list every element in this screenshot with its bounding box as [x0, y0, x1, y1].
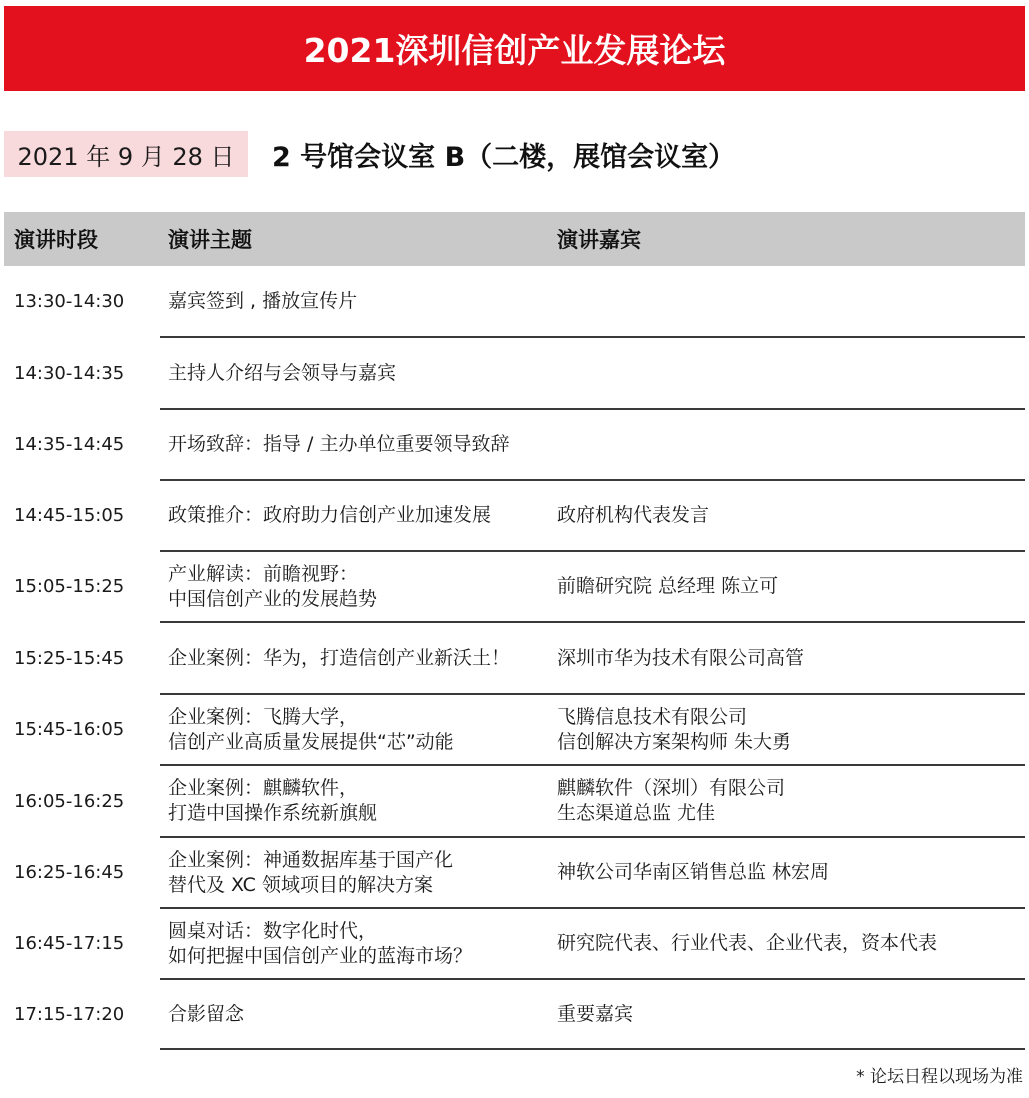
time-slot-text: 16:05-16:25 [14, 790, 125, 812]
column-header-time: 演讲时段 [14, 228, 98, 252]
talk-topic-line: 主持人介绍与会领导与嘉宾 [168, 361, 397, 384]
talk-speaker-line: 政府机构代表发言 [557, 504, 710, 526]
talk-topic-line: 中国信创产业的发展趋势 [168, 587, 378, 610]
talk-topic-line: 替代及 XC 领域项目的解决方案 [168, 873, 433, 896]
talk-topic-line: 合影留念 [168, 1002, 245, 1025]
table-row [0, 622, 1029, 694]
time-slot [14, 979, 124, 1049]
talk-topic [168, 409, 509, 480]
talk-speaker-line: 神软公司华南区销售总监 林宏周 [557, 861, 830, 883]
talk-speaker [557, 694, 791, 765]
talk-speaker [557, 765, 785, 837]
time-slot-text: 16:45-17:15 [14, 933, 125, 954]
talk-topic [168, 837, 453, 908]
time-slot [14, 266, 124, 337]
table-row [0, 765, 1029, 837]
talk-speaker-line: 前瞻研究院 总经理 陈立可 [557, 575, 779, 597]
time-slot [14, 551, 124, 622]
talk-topic [168, 908, 472, 979]
talk-speaker [557, 480, 709, 551]
time-slot [14, 622, 124, 694]
time-slot-text: 14:30-14:35 [14, 362, 125, 384]
time-slot [14, 409, 124, 480]
talk-speaker [557, 979, 633, 1049]
row-divider [160, 1048, 1025, 1050]
talk-speaker-line: 重要嘉宾 [557, 1002, 634, 1025]
talk-topic-line: 产业解读：前瞻视野： [168, 562, 359, 585]
time-slot [14, 837, 124, 908]
talk-speaker-line: 麒麟软件（深圳）有限公司 [557, 777, 786, 799]
talk-topic-line: 圆桌对话：数字化时代， [168, 919, 378, 942]
talk-topic-line: 打造中国操作系统新旗舰 [168, 802, 378, 824]
time-slot-text: 14:45-15:05 [14, 505, 125, 526]
table-row [0, 409, 1029, 480]
talk-speaker [557, 837, 829, 908]
table-row [0, 266, 1029, 337]
table-row [0, 979, 1029, 1049]
talk-topic-line: 企业案例：华为，打造信创产业新沃土！ [168, 646, 511, 669]
time-slot-text: 15:25-15:45 [14, 647, 125, 669]
column-header-speaker: 演讲嘉宾 [557, 228, 641, 252]
time-slot [14, 765, 124, 837]
talk-topic-line: 如何把握中国信创产业的蓝海市场？ [168, 944, 473, 967]
table-row [0, 837, 1029, 908]
time-slot-text: 15:05-15:25 [14, 576, 125, 597]
table-row [0, 551, 1029, 622]
talk-speaker [557, 551, 778, 622]
talk-speaker [557, 908, 937, 979]
time-slot [14, 337, 124, 409]
talk-topic [168, 622, 510, 694]
time-slot-text: 14:35-14:45 [14, 434, 125, 455]
talk-topic-line: 企业案例：飞腾大学， [168, 705, 359, 728]
time-slot [14, 480, 124, 551]
talk-topic-line: 嘉宾签到 , 播放宣传片 [168, 290, 358, 312]
time-slot-text: 13:30-14:30 [14, 291, 125, 312]
talk-topic-line: 信创产业高质量发展提供“芯”动能 [168, 730, 454, 753]
table-row [0, 480, 1029, 551]
schedule-table-header [4, 212, 1025, 266]
talk-topic [168, 979, 244, 1049]
time-slot [14, 908, 124, 979]
time-slot-text: 15:45-16:05 [14, 719, 125, 740]
talk-speaker-line: 研究院代表、行业代表、企业代表，资本代表 [557, 932, 938, 954]
talk-speaker-line: 飞腾信息技术有限公司 [557, 705, 748, 728]
schedule-footnote: * 论坛日程以现场为准 [856, 1067, 1023, 1087]
forum-title: 2021深圳信创产业发展论坛 [303, 31, 726, 70]
talk-speaker [557, 622, 804, 694]
session-venue: 2 号馆会议室 B（二楼，展馆会议室） [272, 141, 736, 173]
time-slot-text: 16:25-16:45 [14, 862, 125, 883]
talk-topic [168, 480, 491, 551]
talk-speaker-line: 深圳市华为技术有限公司高管 [557, 646, 805, 669]
talk-speaker-line: 生态渠道总监 尤佳 [557, 802, 716, 824]
session-date-text: 2021 年 9 月 28 日 [17, 142, 235, 171]
talk-topic [168, 694, 454, 765]
talk-topic [168, 337, 396, 409]
talk-topic-line: 企业案例：麒麟软件， [168, 777, 359, 799]
table-row [0, 337, 1029, 409]
forum-title-banner [4, 6, 1025, 91]
talk-topic [168, 266, 357, 337]
talk-topic [168, 551, 377, 622]
talk-topic [168, 765, 377, 837]
column-header-topic: 演讲主题 [168, 228, 252, 252]
talk-topic-line: 开场致辞：指导 / 主办单位重要领导致辞 [168, 433, 510, 455]
talk-speaker-line: 信创解决方案架构师 朱大勇 [557, 730, 792, 753]
session-date [4, 131, 248, 177]
time-slot [14, 694, 124, 765]
talk-topic-line: 政策推介：政府助力信创产业加速发展 [168, 504, 492, 526]
table-row [0, 908, 1029, 979]
talk-topic-line: 企业案例：神通数据库基于国产化 [168, 848, 454, 871]
table-row [0, 694, 1029, 765]
time-slot-text: 17:15-17:20 [14, 1003, 125, 1025]
